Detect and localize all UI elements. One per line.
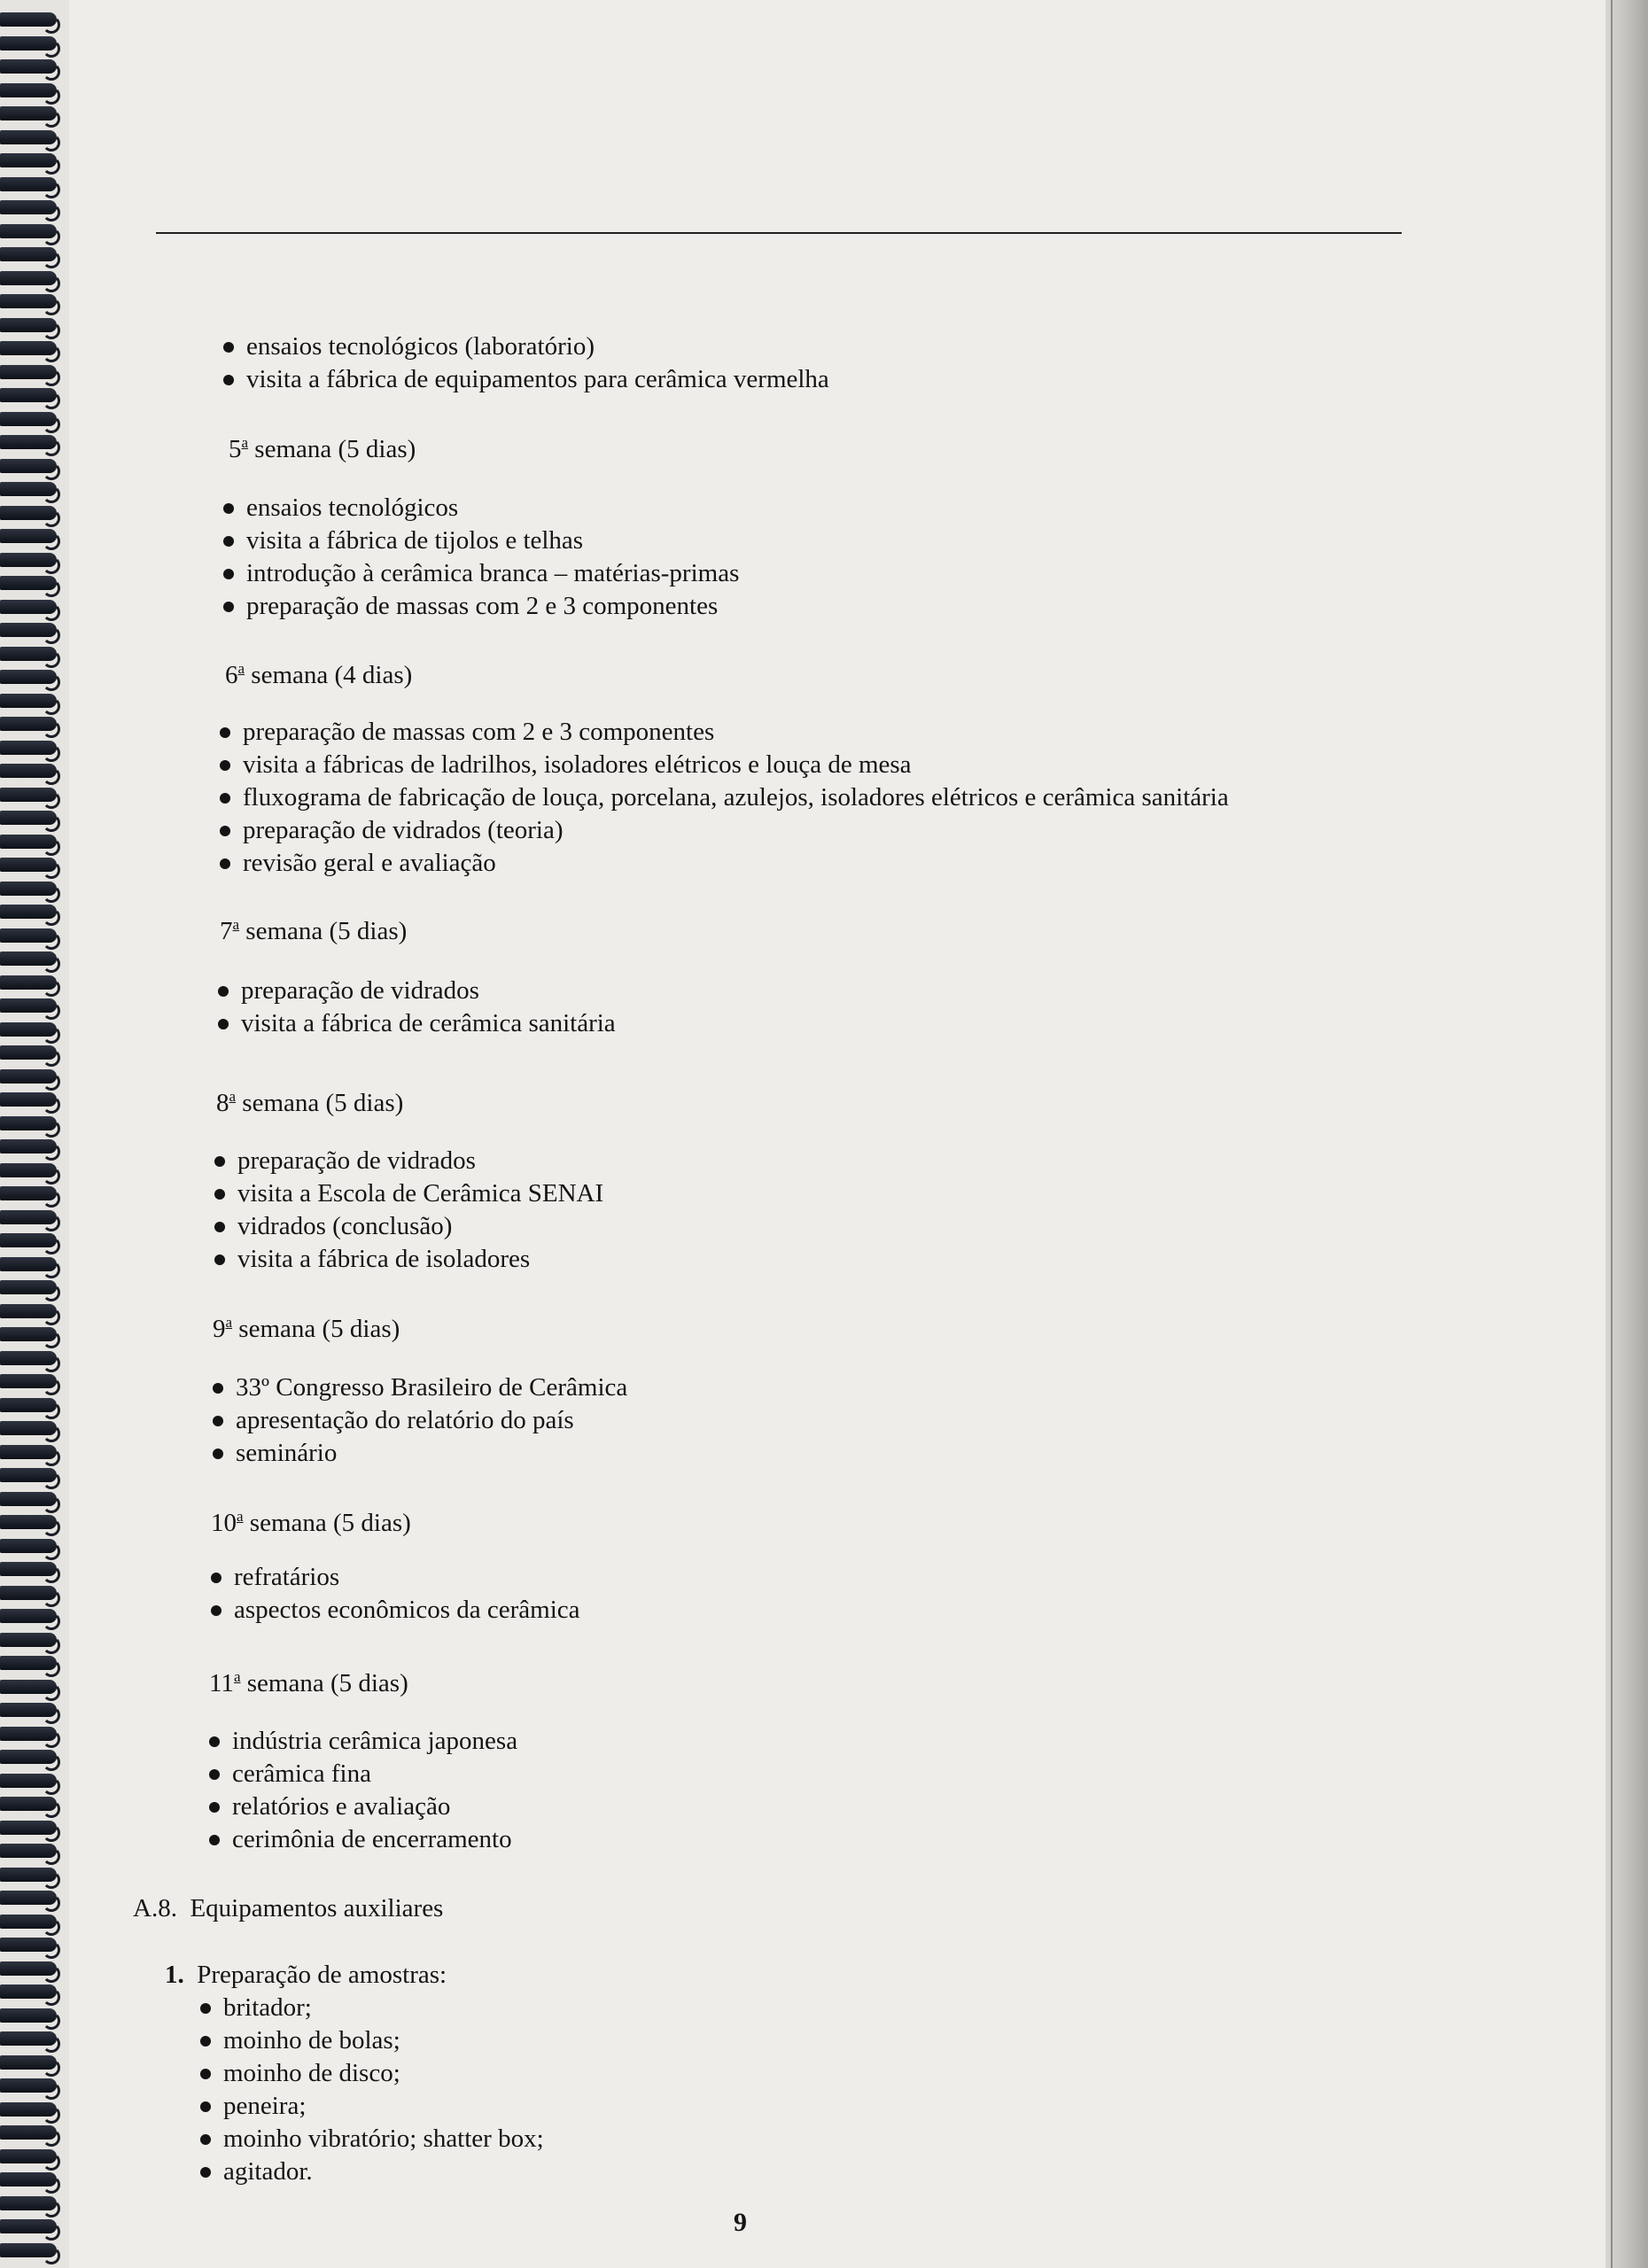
bullet-icon: [220, 793, 230, 804]
bullet-icon: [220, 858, 230, 869]
list-item: visita a fábricas de ladrilhos, isoladores elétricos e louça de mesa: [220, 749, 1229, 781]
bullet-icon: [200, 2134, 211, 2145]
bullet-icon: [218, 986, 229, 997]
list-item: visita a fábrica de cerâmica sanitária: [218, 1007, 616, 1040]
list-item: preparação de massas com 2 e 3 componentes: [220, 716, 1229, 749]
list-item: visita a fábrica de isoladores: [214, 1243, 603, 1276]
bullet-icon: [223, 503, 234, 514]
list-item: moinho de disco;: [200, 2057, 544, 2090]
list-item: cerimônia de encerramento: [209, 1823, 517, 1856]
bullet-icon: [223, 536, 234, 547]
bullet-icon: [218, 1019, 229, 1029]
list-item: cerâmica fina: [209, 1758, 517, 1790]
list-item: moinho de bolas;: [200, 2024, 544, 2057]
week-heading: 11$^a$ semana (5 dias): [209, 1668, 408, 1697]
week-heading: 7$^a$ semana (5 dias): [220, 916, 408, 945]
week-heading: 5$^a$ semana (5 dias): [229, 434, 416, 463]
bullet-icon: [214, 1254, 225, 1265]
list-item: aspectos econômicos da cerâmica: [211, 1594, 580, 1627]
list-item: visita a fábrica de equipamentos para cerâmica vermelha: [223, 363, 829, 396]
list-item: britador;: [200, 1992, 544, 2024]
bullet-icon: [213, 1383, 223, 1394]
bullet-icon: [223, 569, 234, 579]
page-number: 9: [734, 2208, 747, 2237]
bullet-icon: [200, 2167, 211, 2178]
bullet-icon: [213, 1416, 223, 1426]
list-item: apresentação do relatório do país: [213, 1404, 627, 1437]
bullet-icon: [223, 375, 234, 385]
bullet-icon: [220, 727, 230, 738]
list-item: seminário: [213, 1437, 627, 1470]
week-heading: 9$^a$ semana (5 dias): [213, 1314, 400, 1343]
list-item: ensaios tecnológicos (laboratório): [223, 330, 829, 363]
bullet-icon: [211, 1573, 222, 1583]
list-item: revisão geral e avaliação: [220, 847, 1229, 880]
list-item: preparação de vidrados (teoria): [220, 814, 1229, 847]
subsection-heading: 1. Preparação de amostras:: [165, 1961, 447, 1989]
bullet-icon: [220, 760, 230, 771]
list-item: moinho vibratório; shatter box;: [200, 2123, 544, 2155]
week-list: [214, 1145, 603, 1276]
week-list: [218, 975, 616, 1040]
bullet-icon: [213, 1449, 223, 1459]
week-list: [220, 716, 1229, 880]
bullet-icon: [200, 2003, 211, 2014]
week-heading: 10$^a$ semana (5 dias): [211, 1508, 411, 1537]
bullet-icon: [200, 2069, 211, 2079]
bullet-icon: [220, 826, 230, 836]
bullet-icon: [209, 1736, 220, 1747]
list-item: preparação de vidrados: [218, 975, 616, 1007]
week-list: [209, 1725, 517, 1856]
list-item: 33º Congresso Brasileiro de Cerâmica: [213, 1371, 627, 1404]
week-list: [211, 1561, 580, 1627]
list-item: peneira;: [200, 2090, 544, 2123]
list-item: visita a Escola de Cerâmica SENAI: [214, 1177, 603, 1210]
week-heading: 6$^a$ semana (4 dias): [225, 660, 413, 689]
list-item: ensaios tecnológicos: [223, 492, 739, 524]
list-item: agitador.: [200, 2155, 544, 2188]
week-list: [223, 492, 739, 623]
intro-list: [223, 330, 829, 396]
list-item: preparação de vidrados: [214, 1145, 603, 1177]
list-item: vidrados (conclusão): [214, 1210, 603, 1243]
subsection-list: [200, 1992, 544, 2188]
bullet-icon: [209, 1802, 220, 1813]
list-item: indústria cerâmica japonesa: [209, 1725, 517, 1758]
bullet-icon: [223, 602, 234, 612]
week-heading: 8$^a$ semana (5 dias): [216, 1088, 404, 1117]
section-heading: A.8. Equipamentos auxiliares: [133, 1894, 444, 1922]
week-list: [213, 1371, 627, 1470]
bullet-icon: [214, 1189, 225, 1200]
bullet-icon: [200, 2036, 211, 2047]
bullet-icon: [223, 342, 234, 353]
bullet-icon: [211, 1605, 222, 1616]
list-item: fluxograma de fabricação de louça, porcelana, azulejos, isoladores elétricos e cerâmica sanitária: [220, 781, 1229, 814]
bullet-icon: [200, 2101, 211, 2112]
list-item: refratários: [211, 1561, 580, 1594]
list-item: introdução à cerâmica branca – matérias-primas: [223, 557, 739, 590]
bullet-icon: [209, 1835, 220, 1845]
list-item: visita a fábrica de tijolos e telhas: [223, 524, 739, 557]
bullet-icon: [214, 1156, 225, 1167]
list-item: preparação de massas com 2 e 3 componentes: [223, 590, 739, 623]
bullet-icon: [214, 1222, 225, 1232]
bullet-icon: [209, 1769, 220, 1780]
list-item: relatórios e avaliação: [209, 1790, 517, 1823]
